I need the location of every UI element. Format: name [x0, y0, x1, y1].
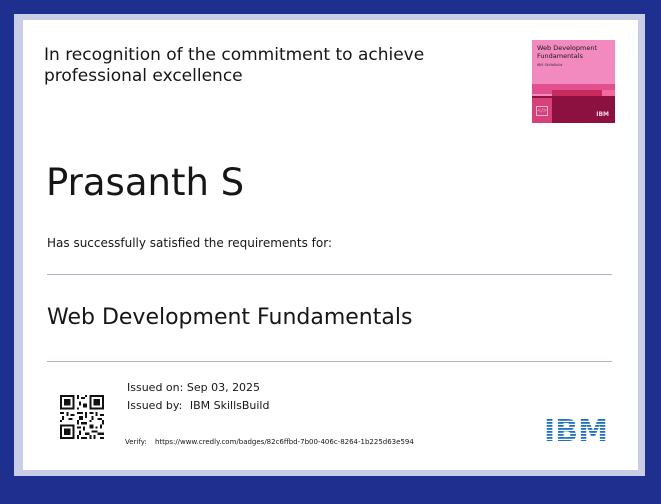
badge-subtitle: IBM SkillsBuild	[537, 63, 563, 67]
qr-code-icon[interactable]	[60, 395, 104, 439]
issued-by-value: IBM SkillsBuild	[189, 399, 270, 412]
issued-by-label: Issued by:	[127, 399, 183, 412]
recognition-statement: In recognition of the commitment to achieve professional excellence	[44, 45, 425, 86]
divider-bottom	[47, 361, 612, 362]
ibm-logo	[541, 416, 611, 443]
course-title: Web Development Fundamentals	[47, 305, 413, 330]
verify-label: Verify:	[125, 438, 147, 446]
issued-on-label: Issued on:	[127, 381, 184, 394]
recipient-name: Prasanth S	[46, 161, 245, 204]
badge-title: Web Development Fundamentals	[537, 44, 597, 60]
issued-on	[127, 381, 260, 395]
verify-link[interactable]: https://www.credly.com/badges/82c6ffbd-7b00-406c-8264-1b225d63e594	[154, 438, 414, 446]
code-icon: </>	[537, 108, 548, 114]
divider-top	[47, 274, 612, 275]
course-badge[interactable]	[532, 40, 615, 123]
issued-by	[127, 399, 269, 413]
requirement-statement: Has successfully satisfied the requirements for:	[47, 236, 333, 250]
issued-on-value: Sep 03, 2025	[186, 381, 261, 394]
badge-brand: IBM	[596, 111, 609, 118]
certificate	[23, 20, 638, 470]
verify-line	[125, 437, 414, 447]
